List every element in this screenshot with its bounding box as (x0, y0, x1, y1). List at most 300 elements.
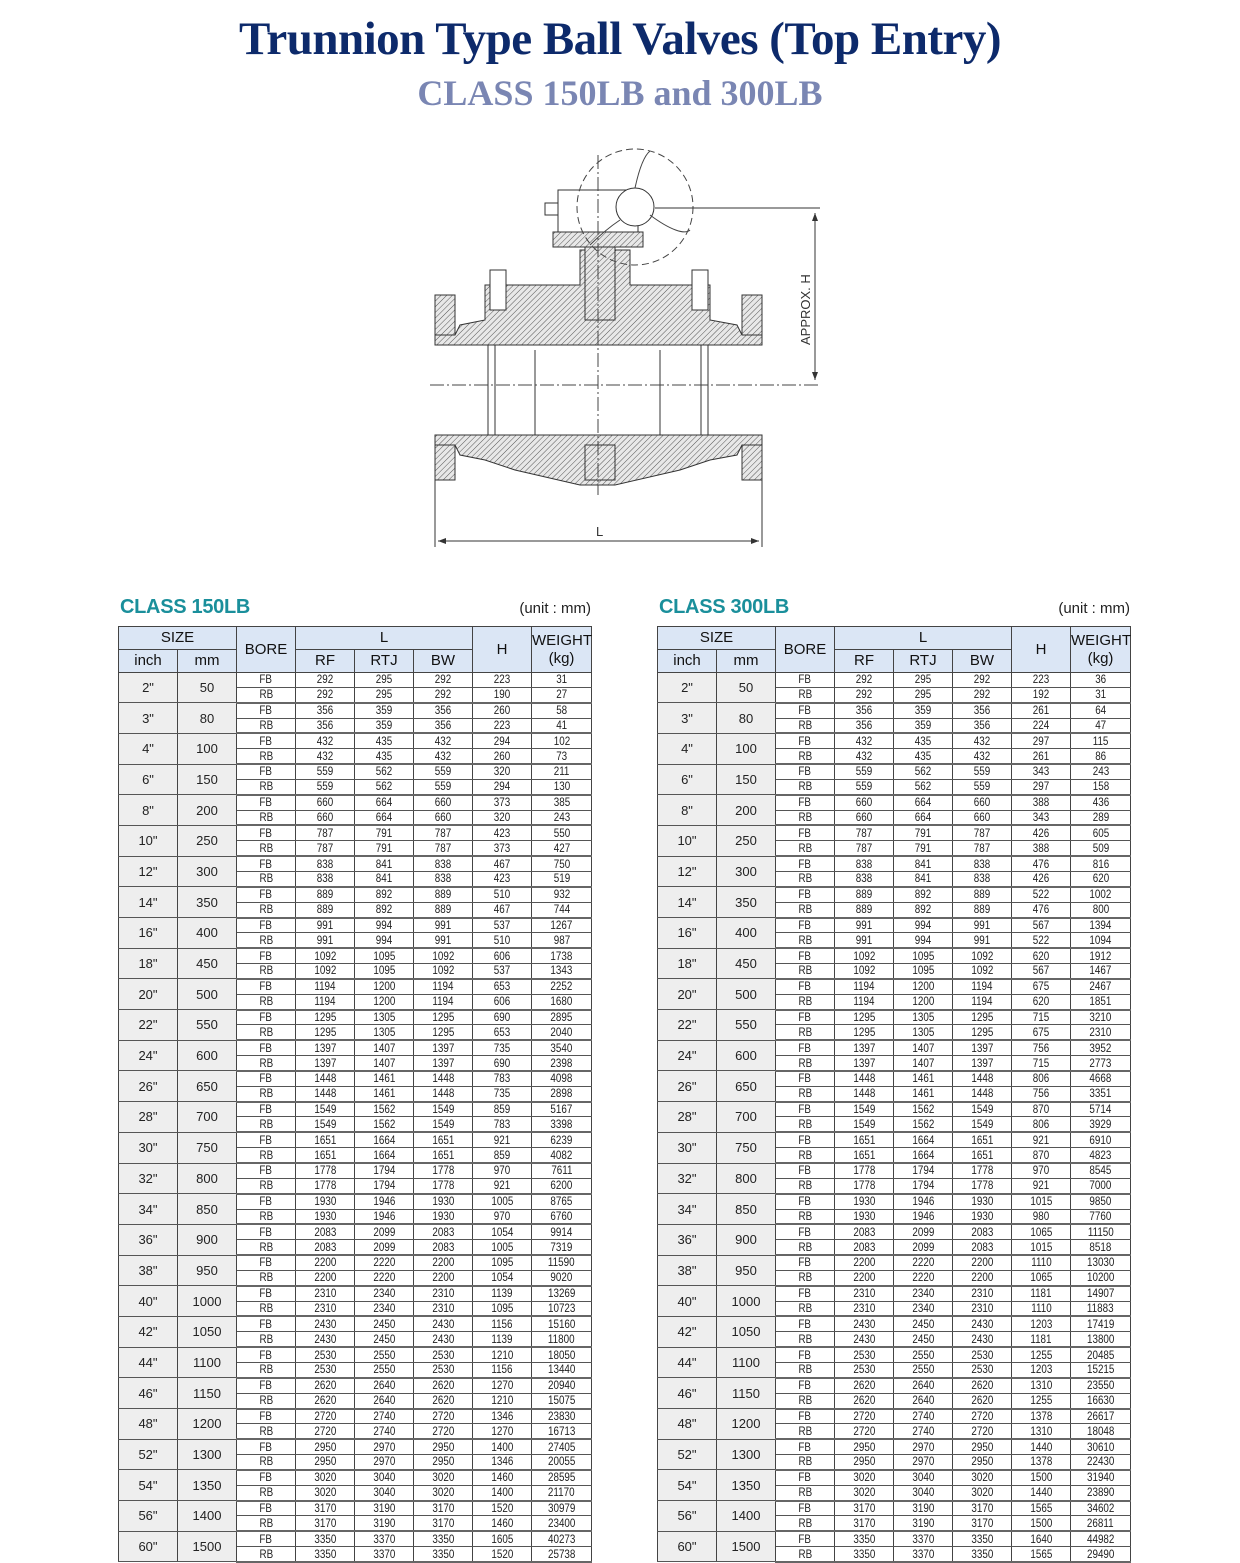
l-bw-cell (953, 749, 1012, 764)
l-rtj-cell (894, 856, 953, 871)
weight-cell (1071, 1378, 1131, 1393)
l-rf-cell (835, 1362, 894, 1377)
l-rtj-cell (894, 718, 953, 733)
weight-cell (1071, 902, 1131, 917)
size-inch-cell: 26" (119, 1071, 178, 1102)
l-rf-cell (835, 1332, 894, 1347)
size-inch-cell: 42" (119, 1316, 178, 1347)
l-bw-cell (414, 764, 473, 779)
table-row (119, 1378, 592, 1393)
bore-value: FB (798, 1470, 812, 1485)
l-rtj-cell (894, 887, 953, 902)
h-cell (473, 856, 532, 871)
l-rf-value: 3350 (314, 1546, 336, 1561)
l-bw-value: 1194 (971, 994, 993, 1009)
h-cell (1012, 979, 1071, 994)
l-bw-value: 3170 (432, 1500, 454, 1515)
weight-value: 23890 (1086, 1485, 1115, 1500)
bore-value: RB (798, 1086, 812, 1101)
l-rf-cell (835, 1010, 894, 1025)
l-rtj-cell (894, 1255, 953, 1270)
handwheel-hub (616, 188, 654, 226)
bore-value: FB (259, 1500, 273, 1515)
h-value: 1378 (1030, 1408, 1052, 1423)
bore-value: FB (259, 1378, 273, 1393)
l-rtj-cell (894, 1194, 953, 1209)
l-bw-cell (414, 841, 473, 856)
l-rtj-value: 1200 (912, 994, 934, 1009)
l-rtj-value: 994 (375, 917, 393, 932)
h-value: 970 (493, 1163, 511, 1178)
weight-value: 243 (553, 810, 570, 825)
header-weight (1071, 627, 1131, 673)
weight-cell (532, 825, 592, 840)
l-rtj-value: 1200 (912, 979, 934, 994)
weight-cell (532, 1378, 592, 1393)
bore-value: RB (798, 840, 812, 855)
l-rf-value: 2620 (853, 1378, 875, 1393)
h-cell (473, 1132, 532, 1147)
size-inch-cell: 6" (658, 764, 717, 795)
h-cell (1012, 687, 1071, 702)
bore-cell (776, 1547, 835, 1562)
l-rtj-cell (355, 718, 414, 733)
l-bw-value: 1397 (432, 1040, 454, 1055)
table-row (119, 1347, 592, 1362)
weight-value: 11800 (548, 1331, 575, 1346)
weight-cell (1071, 1332, 1131, 1347)
table-row (119, 1501, 592, 1516)
weight-cell (1071, 856, 1131, 871)
bore-cell (237, 1132, 296, 1147)
bore-value: FB (798, 1316, 812, 1331)
left-body-bolt (490, 270, 506, 310)
bore-value: RB (259, 871, 273, 886)
l-rtj-cell (355, 703, 414, 718)
h-value: 476 (1032, 902, 1050, 917)
size-inch-cell: 34" (119, 1194, 178, 1225)
h-cell (473, 902, 532, 917)
l-bw-value: 2530 (432, 1347, 454, 1362)
header-l: L (296, 627, 473, 650)
l-rtj-cell (355, 1224, 414, 1239)
h-cell (473, 918, 532, 933)
bottom-trunnion (585, 445, 615, 480)
l-rf-cell (835, 1378, 894, 1393)
l-rf-value: 2430 (853, 1316, 875, 1331)
bore-cell (776, 1240, 835, 1255)
l-rf-value: 1295 (314, 1009, 336, 1024)
weight-cell (532, 918, 592, 933)
bore-cell (237, 1270, 296, 1285)
weight-value: 10723 (547, 1301, 576, 1316)
l-rtj-cell (894, 1209, 953, 1224)
bore-cell (776, 1516, 835, 1531)
l-rtj-value: 2099 (373, 1239, 395, 1254)
l-rf-cell (296, 1010, 355, 1025)
bore-cell (776, 1301, 835, 1316)
weight-cell (532, 871, 592, 886)
h-cell (1012, 1485, 1071, 1500)
l-rf-cell (835, 1255, 894, 1270)
h-cell (1012, 673, 1071, 688)
l-bw-value: 1778 (432, 1178, 454, 1193)
l-rf-value: 660 (855, 810, 873, 825)
bore-value: FB (259, 1255, 273, 1270)
h-cell (1012, 1117, 1071, 1132)
bore-cell (776, 902, 835, 917)
h-cell (473, 1393, 532, 1408)
l-bw-value: 889 (434, 887, 452, 902)
l-rf-value: 356 (316, 703, 334, 718)
weight-value: 13030 (1086, 1255, 1115, 1270)
l-rf-value: 1778 (853, 1178, 875, 1193)
h-value: 373 (493, 840, 511, 855)
l-rf-value: 2620 (314, 1378, 336, 1393)
l-rf-value: 1778 (853, 1163, 875, 1178)
weight-cell (532, 1163, 592, 1178)
weight-value: 2773 (1089, 1055, 1112, 1070)
l-rtj-value: 295 (375, 672, 393, 687)
l-rtj-cell (355, 1178, 414, 1193)
bore-cell (776, 1270, 835, 1285)
l-rtj-value: 435 (375, 733, 393, 748)
h-value: 653 (493, 979, 511, 994)
h-value: 1460 (491, 1515, 513, 1530)
weight-value: 1851 (1089, 994, 1112, 1009)
header-bw: BW (414, 650, 473, 673)
h-value: 1156 (491, 1316, 513, 1331)
weight-value: 13800 (1086, 1331, 1115, 1346)
weight-value: 2040 (550, 1024, 573, 1039)
table-row (119, 764, 592, 779)
l-rf-cell (296, 1240, 355, 1255)
l-rf-cell (296, 1501, 355, 1516)
h-value: 1400 (491, 1439, 513, 1454)
l-rtj-value: 2550 (912, 1362, 934, 1377)
weight-value: 2895 (550, 1009, 573, 1024)
h-value: 261 (1032, 703, 1050, 718)
header-h: H (473, 627, 532, 673)
l-bw-cell (414, 1209, 473, 1224)
l-rf-cell (835, 1040, 894, 1055)
bore-value: FB (259, 825, 273, 840)
table-row (658, 918, 1131, 933)
l-rtj-cell (894, 1470, 953, 1485)
l-rtj-value: 1946 (912, 1208, 934, 1223)
l-rf-cell (835, 994, 894, 1009)
weight-cell (532, 749, 592, 764)
h-cell (473, 1240, 532, 1255)
l-bw-cell (953, 964, 1012, 979)
l-rtj-cell (894, 1332, 953, 1347)
h-cell (1012, 1148, 1071, 1163)
l-rtj-cell (355, 1316, 414, 1331)
h-cell (473, 887, 532, 902)
l-rtj-cell (355, 1547, 414, 1562)
weight-cell (1071, 810, 1131, 825)
size-inch-cell: 4" (658, 733, 717, 764)
table-row (119, 1224, 592, 1239)
bore-value: FB (259, 979, 273, 994)
l-bw-value: 3350 (432, 1531, 454, 1546)
l-bw-cell (953, 810, 1012, 825)
bore-cell (237, 918, 296, 933)
l-bw-cell (414, 1178, 473, 1193)
bore-cell (237, 871, 296, 886)
l-rtj-value: 1305 (912, 1009, 934, 1024)
h-cell (1012, 1316, 1071, 1331)
bore-value: RB (798, 963, 812, 978)
l-rf-cell (296, 933, 355, 948)
l-bw-cell (953, 1132, 1012, 1147)
l-rtj-value: 359 (375, 703, 393, 718)
size-mm-cell: 1100 (717, 1347, 776, 1378)
l-rf-value: 838 (855, 871, 873, 886)
bore-cell (776, 1071, 835, 1086)
bore-cell (776, 1393, 835, 1408)
size-inch-cell: 44" (119, 1347, 178, 1378)
bore-cell (776, 964, 835, 979)
l-bw-cell (414, 1516, 473, 1531)
table-row (658, 764, 1131, 779)
weight-cell (532, 979, 592, 994)
bore-cell (776, 1209, 835, 1224)
l-bw-value: 889 (434, 902, 452, 917)
size-mm-cell: 500 (178, 979, 237, 1010)
l-rtj-cell (355, 1332, 414, 1347)
l-rf-value: 1549 (853, 1102, 875, 1117)
l-rf-cell (835, 1132, 894, 1147)
bore-cell (776, 1362, 835, 1377)
bore-cell (237, 1470, 296, 1485)
l-rf-value: 1549 (853, 1116, 875, 1131)
bore-value: RB (798, 687, 812, 702)
l-rf-cell (835, 1485, 894, 1500)
h-value: 970 (493, 1208, 511, 1223)
h-value: 190 (493, 687, 511, 702)
l-rf-value: 3170 (314, 1500, 336, 1515)
weight-cell (1071, 1347, 1131, 1362)
l-rtj-cell (894, 1056, 953, 1071)
weight-cell (532, 1470, 592, 1485)
l-bw-value: 2430 (432, 1316, 454, 1331)
h-value: 1110 (1030, 1255, 1052, 1270)
l-rtj-value: 2640 (373, 1393, 395, 1408)
h-cell (1012, 795, 1071, 810)
h-cell (1012, 718, 1071, 733)
weight-value: 9850 (1089, 1194, 1112, 1209)
bore-cell (237, 1117, 296, 1132)
weight-cell (1071, 1301, 1131, 1316)
l-rf-value: 2430 (853, 1331, 875, 1346)
weight-value: 800 (1092, 902, 1109, 917)
l-rf-cell (296, 887, 355, 902)
weight-value: 27405 (547, 1439, 576, 1454)
l-rf-cell (296, 1470, 355, 1485)
h-cell (473, 673, 532, 688)
l-bw-cell (953, 933, 1012, 948)
weight-cell (1071, 1362, 1131, 1377)
bore-value: FB (259, 1286, 273, 1301)
h-value: 1015 (1030, 1194, 1052, 1209)
table-row (119, 1132, 592, 1147)
l-rf-cell (296, 1178, 355, 1193)
l-rf-cell (296, 1455, 355, 1470)
l-rtj-cell (355, 1056, 414, 1071)
bore-cell (237, 749, 296, 764)
l-rf-cell (296, 1547, 355, 1562)
l-rtj-cell (894, 1531, 953, 1546)
l-rf-cell (296, 994, 355, 1009)
size-mm-cell: 650 (717, 1071, 776, 1102)
l-rtj-value: 1946 (373, 1208, 395, 1223)
size-inch-cell: 2" (658, 673, 717, 703)
l-rtj-cell (894, 749, 953, 764)
bore-value: RB (259, 1301, 273, 1316)
l-bw-cell (953, 856, 1012, 871)
bore-value: FB (259, 1194, 273, 1209)
h-value: 297 (1032, 733, 1050, 748)
l-rf-cell (296, 1332, 355, 1347)
l-rf-cell (835, 1516, 894, 1531)
l-rtj-cell (894, 1178, 953, 1193)
l-rtj-value: 1305 (912, 1024, 934, 1039)
l-rtj-value: 2450 (912, 1331, 934, 1346)
weight-value: 47 (1095, 717, 1106, 732)
bore-value: FB (798, 795, 812, 810)
l-rtj-cell (894, 810, 953, 825)
h-cell (1012, 994, 1071, 1009)
h-value: 921 (493, 1178, 511, 1193)
h-value: 1095 (491, 1255, 513, 1270)
bore-value: RB (798, 932, 812, 947)
table-row (119, 1531, 592, 1546)
l-rf-value: 292 (316, 672, 334, 687)
h-value: 1440 (1030, 1439, 1052, 1454)
l-rtj-cell (355, 1409, 414, 1424)
l-rtj-cell (355, 902, 414, 917)
l-bw-value: 660 (973, 795, 991, 810)
l-rtj-value: 562 (375, 764, 393, 779)
h-value: 1065 (1030, 1270, 1052, 1285)
l-bw-cell (414, 1163, 473, 1178)
l-bw-value: 2430 (432, 1331, 454, 1346)
bore-cell (776, 733, 835, 748)
l-bw-value: 356 (434, 717, 452, 732)
h-value: 224 (1032, 717, 1050, 732)
l-bw-cell (414, 1056, 473, 1071)
table-row (119, 979, 592, 994)
l-rtj-value: 2450 (373, 1331, 395, 1346)
h-value: 1005 (491, 1239, 513, 1254)
l-rtj-cell (355, 1010, 414, 1025)
l-rf-cell (835, 1424, 894, 1439)
l-rf-value: 2950 (853, 1454, 875, 1469)
size-mm-cell: 100 (178, 733, 237, 764)
l-rf-value: 356 (855, 703, 873, 718)
bore-cell (237, 979, 296, 994)
l-bw-value: 1194 (432, 994, 454, 1009)
right-body-bolt (692, 270, 708, 310)
l-bw-value: 3020 (971, 1470, 993, 1485)
size-mm-cell: 800 (717, 1163, 776, 1194)
l-rf-value: 2200 (853, 1255, 875, 1270)
bore-value: RB (259, 1546, 273, 1561)
l-rf-value: 1397 (853, 1055, 875, 1070)
l-bw-value: 2083 (971, 1239, 993, 1254)
l-rf-cell (835, 871, 894, 886)
l-rtj-value: 3370 (373, 1531, 395, 1546)
bore-cell (237, 1485, 296, 1500)
l-rf-cell (835, 979, 894, 994)
h-value: 859 (493, 1102, 511, 1117)
weight-cell (1071, 871, 1131, 886)
h-cell (1012, 1255, 1071, 1270)
size-mm-cell: 250 (178, 825, 237, 856)
h-cell (1012, 1040, 1071, 1055)
bore-value: FB (798, 1378, 812, 1393)
weight-value: 4668 (1089, 1071, 1112, 1086)
weight-cell (1071, 1071, 1131, 1086)
size-inch-cell: 16" (658, 918, 717, 949)
l-bw-value: 1092 (432, 963, 454, 978)
bore-cell (237, 1071, 296, 1086)
h-value: 690 (493, 1055, 511, 1070)
l-rtj-cell (355, 779, 414, 794)
l-bw-value: 2200 (432, 1255, 454, 1270)
right-flange-bottom (742, 440, 762, 480)
l-rf-cell (296, 1316, 355, 1331)
h-value: 735 (493, 1086, 511, 1101)
l-bw-cell (414, 1547, 473, 1562)
h-value: 1520 (491, 1546, 513, 1561)
h-value: 537 (493, 963, 511, 978)
weight-value: 4098 (550, 1071, 573, 1086)
h-cell (1012, 1424, 1071, 1439)
bore-value: FB (798, 1132, 812, 1147)
l-rf-value: 889 (855, 902, 873, 917)
weight-value: 3952 (1089, 1040, 1112, 1055)
l-bw-value: 356 (973, 717, 991, 732)
l-rtj-cell (894, 1439, 953, 1454)
table-row (658, 795, 1131, 810)
weight-cell (1071, 1485, 1131, 1500)
l-rf-cell (296, 1163, 355, 1178)
weight-cell (1071, 887, 1131, 902)
size-inch-cell: 28" (119, 1102, 178, 1133)
h-cell (1012, 1470, 1071, 1485)
h-cell (1012, 1409, 1071, 1424)
bore-cell (237, 1240, 296, 1255)
l-rtj-value: 2640 (373, 1378, 395, 1393)
l-rtj-value: 1946 (912, 1194, 934, 1209)
l-rf-value: 1397 (314, 1055, 336, 1070)
weight-cell (1071, 1393, 1131, 1408)
h-value: 1640 (1030, 1531, 1052, 1546)
l-rtj-value: 2740 (912, 1408, 934, 1423)
l-bw-cell (953, 1040, 1012, 1055)
h-value: 1520 (491, 1500, 513, 1515)
weight-value: 26617 (1086, 1408, 1115, 1423)
h-cell (473, 1362, 532, 1377)
bore-cell (237, 1316, 296, 1331)
l-bw-value: 1092 (432, 948, 454, 963)
size-mm-cell: 1400 (717, 1501, 776, 1532)
h-cell (1012, 1378, 1071, 1393)
bore-cell (776, 1117, 835, 1132)
bore-cell (237, 1547, 296, 1562)
